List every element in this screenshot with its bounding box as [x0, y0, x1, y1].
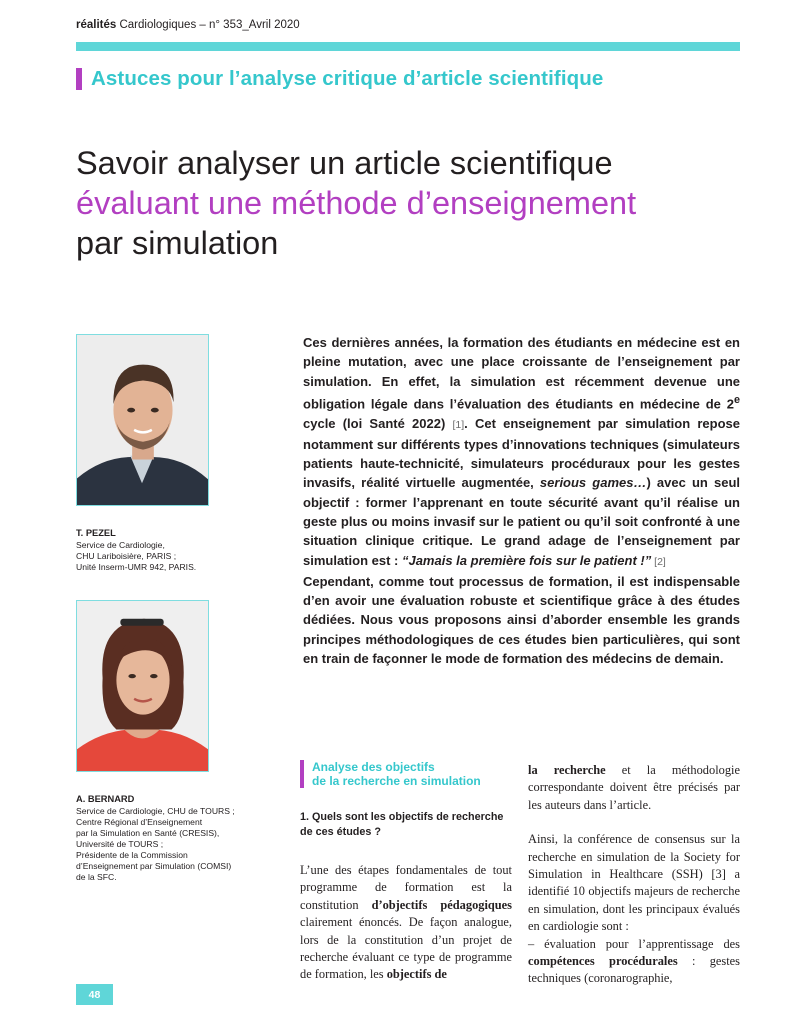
author-affiliation: Unité Inserm-UMR 942, PARIS.: [76, 562, 197, 572]
body-bold: compétences procédurales: [528, 954, 678, 969]
author-affiliation: d’Enseignement par Simulation (COMSI): [76, 861, 232, 871]
author-affiliation: Service de Cardiologie,: [76, 540, 165, 550]
body-column-left: [300, 760, 512, 984]
intro-text: cycle (loi Santé 2022): [303, 415, 453, 431]
author-info-bernard: [76, 794, 266, 883]
rubric-title: Astuces pour l’analyse critique d’article scientifique: [91, 67, 604, 90]
intro-text: ) avec un seul objectif : former l’apprenant en toute sécurité avant qu’il réalise un geste plus ou moins invasif sur le patient ou qu’il soit confronté à une situation clinique critique. Le grand adage de l’enseignement par simulation est :: [303, 475, 740, 568]
intro-text: Ces dernières années, la formation des étudiants en médecine est en pleine mutation, avec une place croissante de l’enseignement par simulation. En effet, la simulation est récemment devenue une obligation légale dans l’évaluation des étudiants en médecine de 2: [303, 335, 740, 412]
section-heading-line-2: de la recherche en simulation: [312, 774, 481, 788]
author-info-pezel: [76, 528, 266, 573]
body-text: – évaluation pour l’apprentissage des: [528, 936, 740, 951]
author-photo-bernard: [76, 600, 209, 772]
section-heading-line-1: Analyse des objectifs: [312, 760, 435, 774]
intro-text: . Cet enseignement par simulation repose notamment sur différents types d’innovations techniques (simulateurs patients haute-technicité, simulateurs procéduraux pour les gestes invasifs, réalité virtuelle augmentée,: [303, 415, 741, 491]
author-name: T. PEZEL: [76, 528, 116, 538]
title-line-2: évaluant une méthode d’enseignement: [76, 185, 637, 221]
section-heading: [300, 760, 512, 788]
body-bold: d’objectifs pédagogiques: [371, 897, 512, 912]
section-bar: [300, 760, 304, 788]
subsection-question: 1. Quels sont les objectifs de recherche de ces études ?: [300, 811, 504, 838]
article-title: [76, 143, 636, 263]
rubric: [76, 66, 603, 92]
title-line-3: par simulation: [76, 225, 279, 261]
author-affiliation: CHU Lariboisière, PARIS ;: [76, 551, 177, 561]
journal-name: réalités: [76, 19, 117, 31]
reference-1: [1]: [452, 418, 465, 431]
author-name: A. BERNARD: [76, 794, 135, 804]
body-text: et la méthodologie correspondante doivent être précisés par les auteurs dans l’article.: [528, 763, 740, 812]
body-paragraph: Ainsi, la conférence de consensus sur la recherche en simulation de la Society for Simulation in Healthcare (SSH) [3] a identifié 10 objectifs majeurs de recherche en simulation, dont les principaux évalués en cardiologie sont :: [528, 832, 740, 934]
body-paragraph: [528, 762, 740, 814]
author-affiliation: Université de TOURS ;: [76, 839, 164, 849]
body-text: L’une des étapes fondamentales de tout programme de formation est la constitution: [300, 863, 512, 912]
body-paragraph: [300, 862, 512, 984]
intro-italic: serious games…: [539, 475, 647, 491]
author-affiliation: Présidente de la Commission: [76, 850, 188, 860]
author-affiliation: de la SFC.: [76, 872, 117, 882]
title-line-1: Savoir analyser un article scientifique: [76, 145, 613, 181]
body-bold: objectifs de: [386, 967, 447, 982]
intro-quote: “Jamais la première fois sur le patient !”: [401, 552, 652, 568]
top-rule: [76, 42, 740, 51]
intro-paragraph-2: Cependant, comme tout processus de formation, il est indispensable d’en avoir une évaluation robuste et scientifique grâce à des études dédiées. Nous vous proposons ainsi d’aborder ensemble les grands principes méthodologiques de ces études bien particulières, qui sont en train de façonner le mode de formation des médecins de demain.: [303, 573, 740, 667]
intro-paragraph-1: [303, 333, 740, 572]
article-intro: [303, 333, 740, 668]
section-heading-text: [312, 760, 481, 788]
body-text: clairement énoncés. De façon analogue, lors de la constitution d’un projet de recherche évaluant ce type de programme de formation, les: [300, 915, 512, 982]
body-column-right: [528, 762, 740, 988]
intro-superscript: e: [733, 393, 740, 406]
journal-header: [76, 19, 300, 31]
rubric-bar: [76, 68, 82, 90]
author-affiliation: par la Simulation en Santé (CRESIS),: [76, 828, 220, 838]
reference-2: [2]: [651, 555, 666, 568]
page-number: 48: [76, 984, 113, 1005]
author-affiliation: Service de Cardiologie, CHU de TOURS ;: [76, 806, 235, 816]
author-photo-pezel: [76, 334, 209, 506]
journal-issue: Cardiologiques – n° 353_Avril 2020: [116, 19, 300, 31]
body-list-item: [528, 936, 740, 988]
author-affiliation: Centre Régional d’Enseignement: [76, 817, 203, 827]
body-text: : gestes techniques (coronarographie,: [528, 954, 740, 986]
body-bold: la recherche: [528, 763, 606, 777]
